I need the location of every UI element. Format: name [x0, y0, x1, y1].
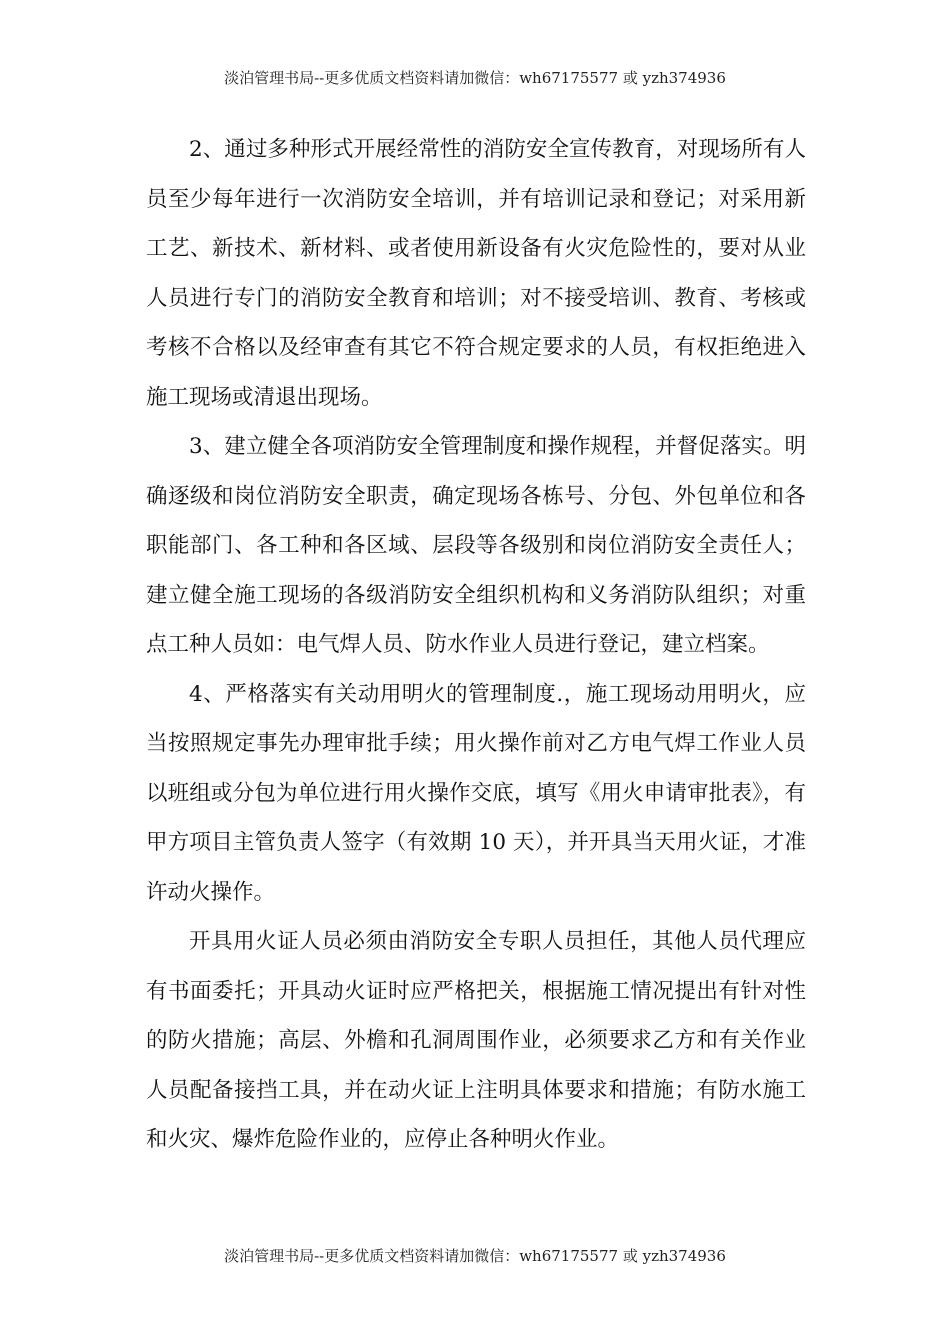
paragraph-item-3: 3、建立健全各项消防安全管理制度和操作规程，并督促落实。明确逐级和岗位消防安全职责，确定现场各栋号、分包、外包单位和各职能部门、各工种和各区域、层段等各级别和岗位消防安全责任人；建立健全施工现场的各级消防安全组织机构和义务消防队组织；对重点工种人员如：电气焊人员、防水作业人员进行登记，建立档案。 [146, 434, 806, 657]
paragraph-fire-permit: 开具用火证人员必须由消防安全专职人员担任，其他人员代理应有书面委托；开具动火证时应严格把关，根据施工情况提出有针对性的防火措施；高层、外檐和孔洞周围作业，必须要求乙方和有关作业人员配备接挡工具，并在动火证上注明具体要求和措施；有防水施工和火灾、爆炸危险作业的，应停止各种明火作业。 [146, 929, 806, 1152]
page-header: 淡泊管理书局--更多优质文档资料请加微信：wh67175577 或 yzh374936 [224, 69, 726, 87]
page-footer: 淡泊管理书局--更多优质文档资料请加微信：wh67175577 或 yzh374936 [224, 1247, 726, 1265]
document-body [146, 125, 806, 1165]
paragraph-item-2: 2、通过多种形式开展经常性的消防安全宣传教育，对现场所有人员至少每年进行一次消防安全培训，并有培训记录和登记；对采用新工艺、新技术、新材料、或者使用新设备有火灾危险性的，要对从业人员进行专门的消防安全教育和培训；对不接受培训、教育、考核或考核不合格以及经审查有其它不符合规定要求的人员，有权拒绝进入施工现场或清退出现场。 [146, 137, 806, 410]
paragraph-item-4: 4、严格落实有关动用明火的管理制度.，施工现场动用明火，应当按照规定事先办理审批手续；用火操作前对乙方电气焊工作业人员以班组或分包为单位进行用火操作交底，填写《用火申请审批表》，有甲方项目主管负责人签字（有效期 10 天），并开具当天用火证，才准许动火操作。 [146, 681, 806, 905]
